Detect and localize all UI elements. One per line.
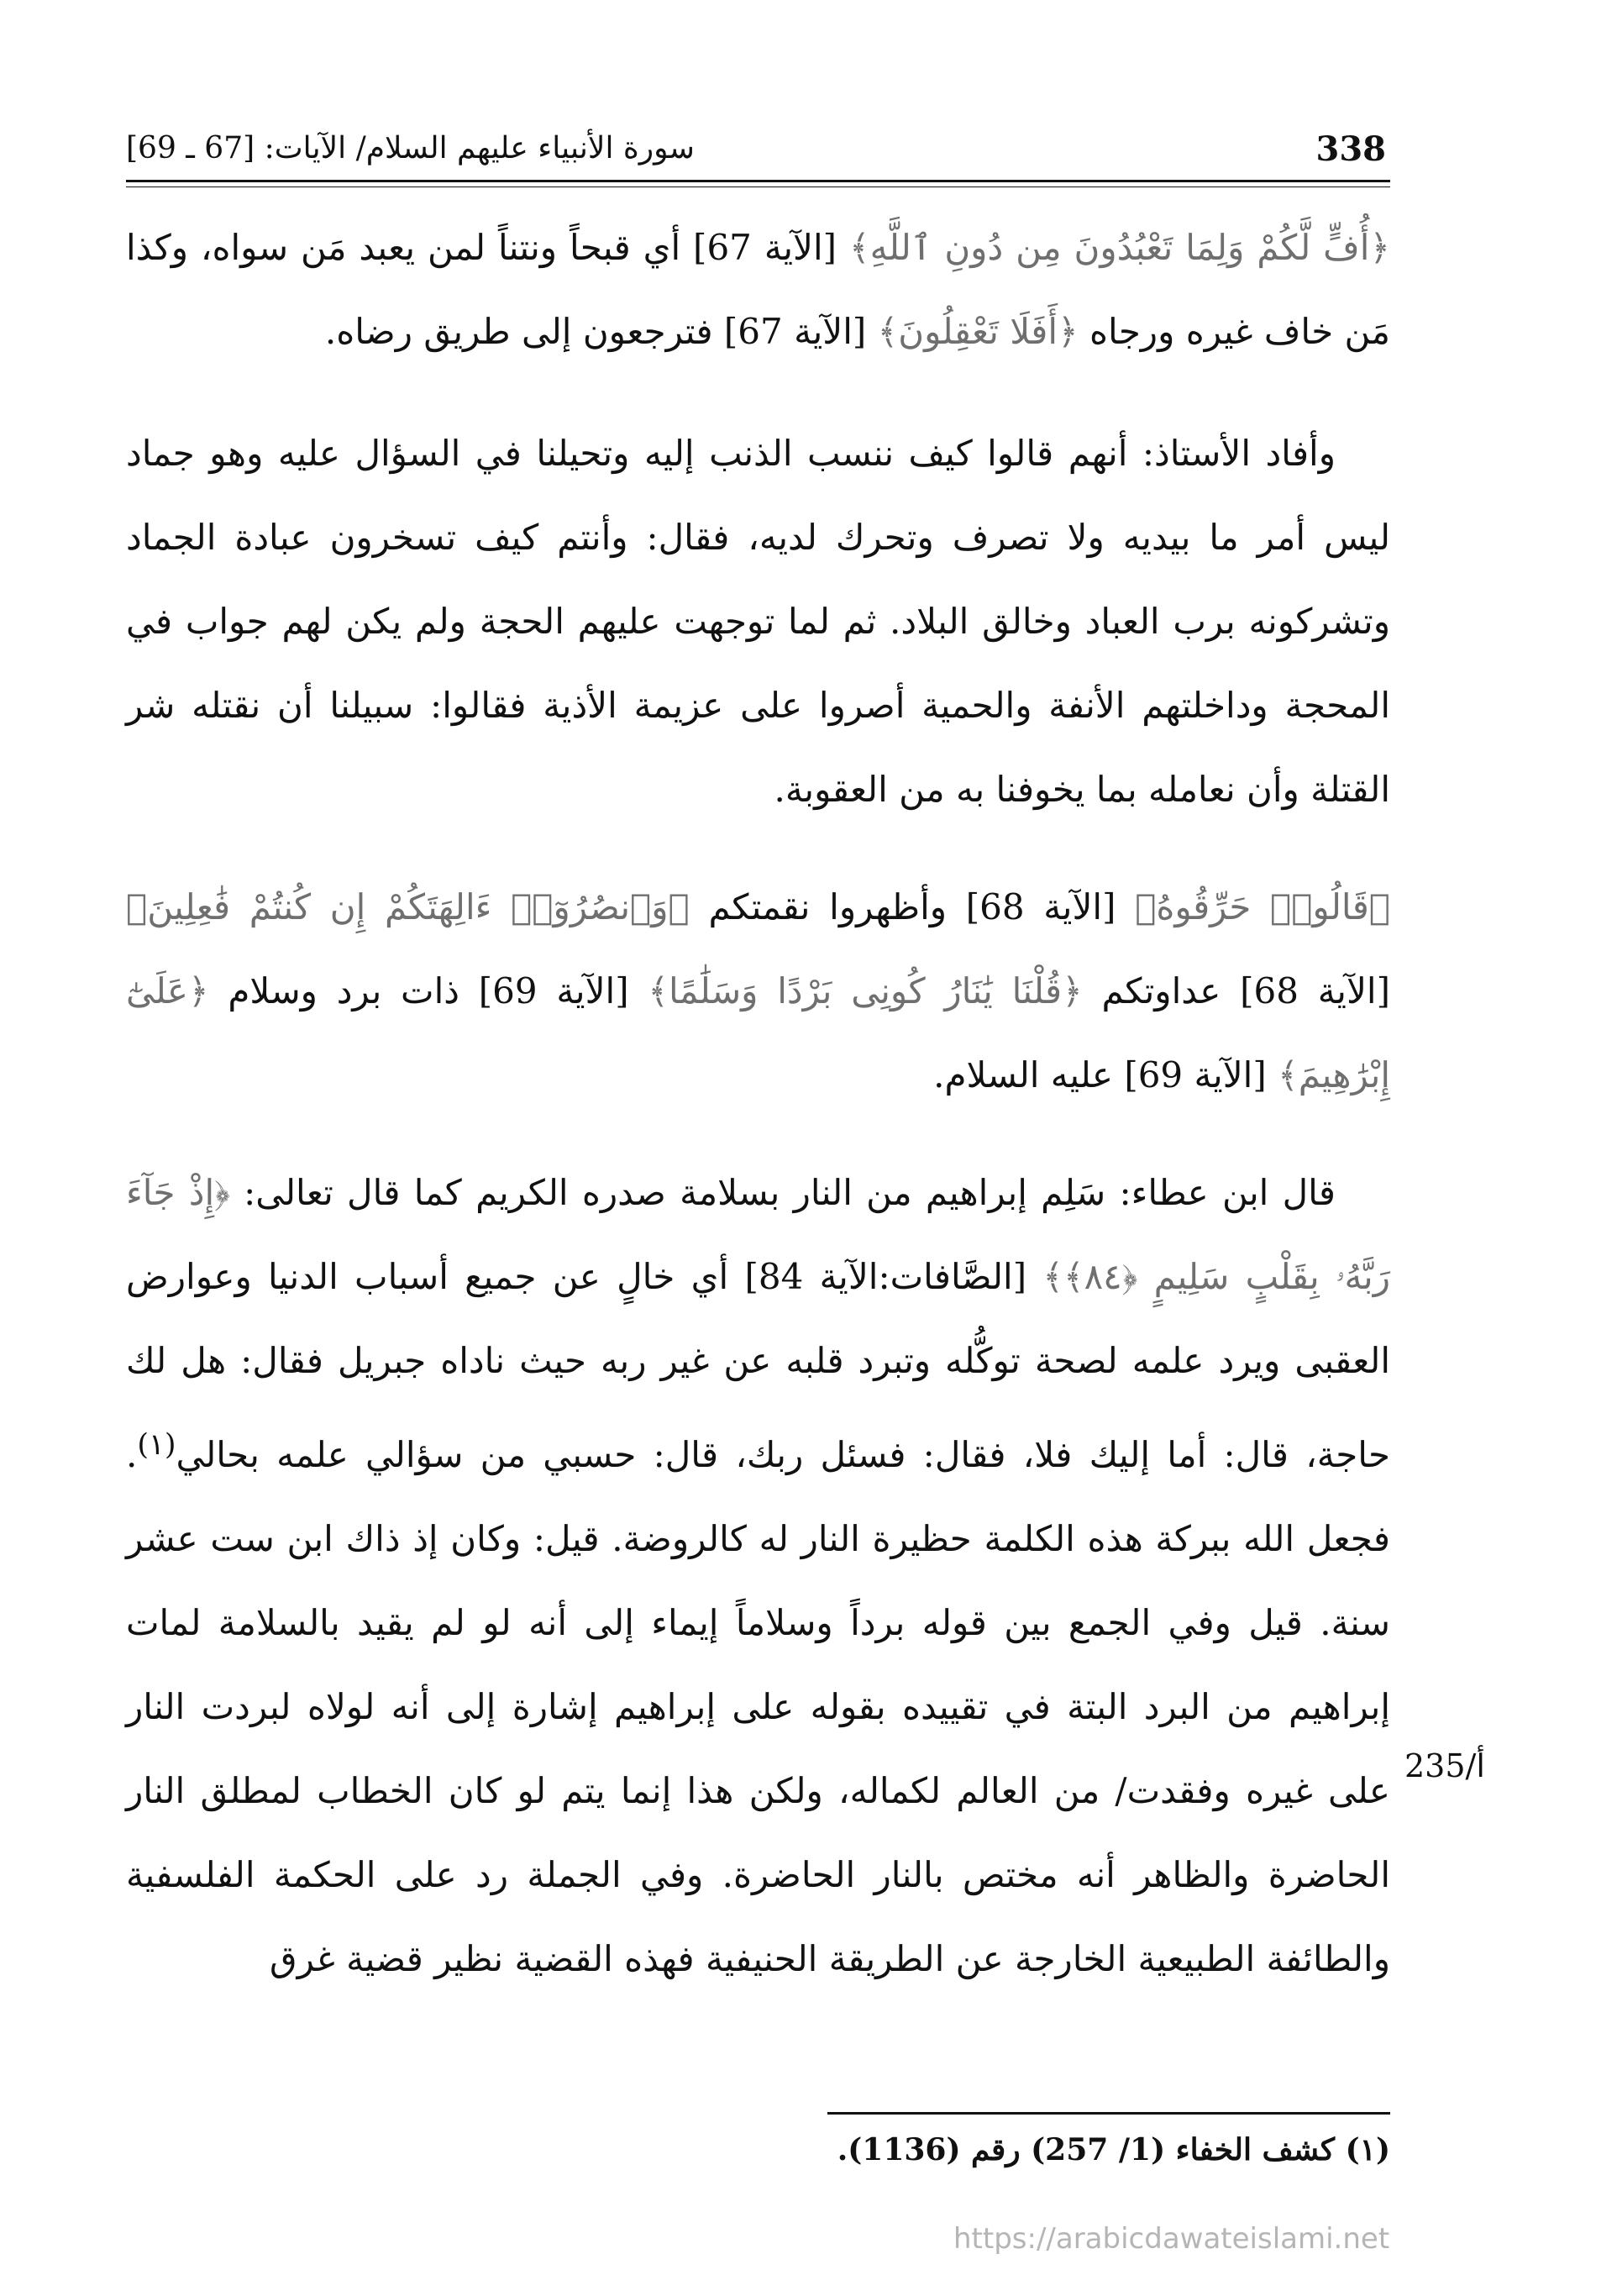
- paragraph-text: وأفاد الأستاذ: أنهم قالوا كيف ننسب الذنب إليه وتحيلنا في السؤال عليه وهو جماد ليس أمر ما بيديه ولا تصرف وتحرك لديه، فقال: وأنتم كيف تسخرون عبادة الجماد وتشركونه برب العباد وخالق البلاد. ثم لما توجهت عليهم الحجة ولم يكن لهم جواب في المحجة وداخلتهم الأنفة والحمية أصروا على عزيمة الأذية فقالوا: سبيلنا أن نقتله شر القتلة وأن نعامله بما يخوفنا به من العقوبة.: [126, 433, 1390, 810]
- footnote-text: كشف الخفاء (1/ 257) رقم (1136).: [837, 2132, 1336, 2167]
- page-header: [126, 126, 1386, 176]
- paragraph-text: [الصَّافات:الآية 84] أي خالٍ عن جميع أسباب الدنيا وعوارض العقبى ويرد علمه لصحة توكُّله وتبرد قلبه عن غير ربه حيث ناداه جبريل فقال: هل لك حاجة، قال: أما إليك فلا، فقال: فسئل ربك، قال: حسبي من سؤالي علمه بحالي: [126, 1256, 1390, 1475]
- quran-quote: ﴿أُفٍّ لَّكُمْ وَلِمَا تَعْبُدُونَ مِن دُونِ ٱللَّهِ﴾: [848, 227, 1390, 268]
- footnote-separator: [827, 2112, 1390, 2115]
- paragraph-text: [الآية 69] عليه السلام.: [933, 1054, 1278, 1095]
- watermark-url: https://arabicdawateislami.net: [953, 2222, 1390, 2256]
- quran-quote: ﴿قُلْنَا يَٰنَارُ كُونِى بَرْدًا وَسَلَٰمًا﴾: [648, 970, 1083, 1011]
- paragraph-text: [الآية 67] فترجعون إلى طريق رضاه.: [324, 311, 878, 352]
- paragraph-text: [الآية 69] ذات برد وسلام: [208, 970, 648, 1011]
- quran-quote: ﴿أَفَلَا تَعْقِلُونَ﴾: [877, 311, 1079, 352]
- quran-quote: ﴿وَٱنصُرُوٓا۟ ءَالِهَتَكُمْ إِن كُنتُمْ فَٰعِلِينَ﴾: [126, 886, 690, 927]
- footnote: [588, 2132, 1390, 2167]
- quran-quote: ﴿إِذْ جَآءَ رَبَّهُۥ بِقَلْبٍ سَلِيمٍ ﴿٨٤﴾﴾: [126, 1172, 1390, 1297]
- paragraph-text: . فجعل الله ببركة هذه الكلمة حظيرة النار له كالروضة. قيل: وكان إذ ذاك ابن ست عشر سنة. قيل وفي الجمع بين قوله برداً وسلاماً إيماء إلى أنه لو لم يقيد بالسلامة لمات إبراهيم من البرد البتة في تقييده بقوله على إبراهيم إشارة إلى أنه لولاه لبردت النار على غيره وفقدت/ من العالم لكماله، ولكن هذا إنما يتم لو كان الخطاب لمطلق النار الحاضرة والظاهر أنه مختص بالنار الحاضرة. وفي الجملة رد على الحكمة الفلسفية والطائفة الطبيعية الخارجة عن الطريقة الحنيفية فهذه القضية نظير قضية غرق: [126, 1434, 1390, 1979]
- paragraph-text: قال ابن عطاء: سَلِم إبراهيم من النار بسلامة صدره الكريم كما قال تعالى:: [229, 1172, 1336, 1213]
- main-text: [126, 206, 1390, 2001]
- running-title: سورة الأنبياء عليهم السلام/ الآيات: [67 ـ 69]: [126, 131, 695, 166]
- quran-quote: ﴿قَالُوا۟ حَرِّقُوهُ﴾: [1135, 886, 1390, 927]
- footnote-marker: (١): [1345, 2132, 1390, 2167]
- page-number: 338: [1315, 129, 1386, 169]
- quran-quote: ﴿عَلَىٰٓ إِبْرَٰهِيمَ﴾: [126, 970, 1390, 1095]
- paragraph-text: [الآية 68] عداوتكم: [1082, 970, 1390, 1011]
- header-rule: [126, 180, 1390, 182]
- manuscript-folio-note: 235/أ: [1404, 1747, 1485, 1784]
- footnote-reference: (١): [137, 1428, 176, 1462]
- paragraph-4: [126, 1151, 1390, 2001]
- paragraph-3: [126, 865, 1390, 1117]
- paragraph-1: [126, 206, 1390, 374]
- paragraph-2: [126, 412, 1390, 832]
- paragraph-text: [الآية 68] وأظهروا نقمتكم: [689, 886, 1136, 927]
- paragraph-text: [الآية 67] أي قبحاً ونتناً لمن يعبد مَن سواه، وكذا مَن خاف غيره ورجاه: [126, 227, 1390, 352]
